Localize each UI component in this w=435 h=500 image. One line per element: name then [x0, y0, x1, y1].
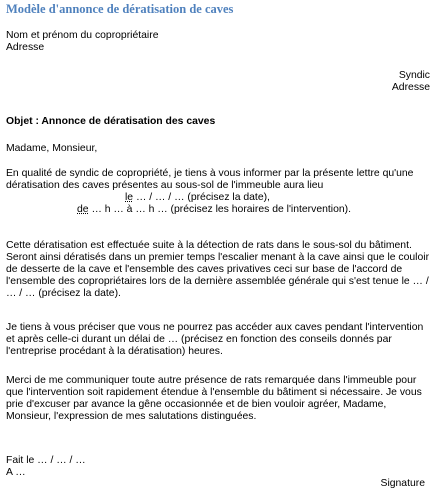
recipient-address: Adresse — [391, 82, 430, 93]
paragraph-intervention-date — [6, 168, 430, 216]
date-place-block — [6, 455, 430, 479]
intervention-hours-line — [6, 204, 430, 216]
document-title: Modèle d'annonce de dératisation de caves — [6, 2, 234, 16]
paragraph-line: Je tiens à vous préciser que vous ne pourrez pas accéder aux caves pendant l'intervention — [6, 322, 424, 333]
paragraph-line: et après celle-ci durant un délai de … (précisez en fonction des conseils donnés par — [6, 334, 392, 345]
sender-address: Adresse — [6, 42, 45, 53]
intervention-date-line — [6, 192, 430, 204]
paragraph-line: l'ensemble des copropriétaires lors de la dernière assemblée générale qui s'est tenue le … / — [6, 276, 429, 287]
paragraph-access — [6, 322, 430, 358]
paragraph-line: Cette dératisation est effectuée suite à la détection de rats dans le sous-sol du bâtiment. — [6, 240, 412, 251]
paragraph-line: que l'intervention soit rapidement étendue à l'ensemble du bâtiment si nécessaire. Je vous — [6, 387, 422, 398]
hours-placeholder: … h … à … h … (précisez les horaires de l'intervention). — [88, 204, 351, 215]
paragraph-closing — [6, 375, 430, 423]
signature-label: Signature — [380, 478, 425, 489]
paragraph-line: de desserte de la cave et l'ensemble des caves privatives ceci sur base de l'accord de — [6, 264, 403, 275]
paragraph-line: En qualité de syndic de copropriété, je tiens à vous informer par la présente lettre qu'une — [6, 168, 414, 179]
date-prefix: le — [125, 192, 134, 203]
sender-name: Nom et prénom du copropriétaire — [6, 30, 159, 41]
paragraph-line: Seront ainsi dératisés dans un premier temps l'escalier menant à la cave ainsi que le couloir — [6, 252, 430, 263]
paragraph-line: l'entreprise procédant à la dératisation) heures. — [6, 346, 223, 357]
paragraph-line: dératisation des caves présentes au sous-sol de l'immeuble aura lieu — [6, 180, 324, 191]
signed-date: Fait le … / … / … — [6, 455, 86, 466]
sender-block — [6, 30, 430, 54]
paragraph-line: prie d'excuser par avance la gêne occasionnée et de bien vouloir agréer, Madame, — [6, 399, 387, 410]
recipient-name: Syndic — [398, 70, 430, 81]
salutation: Madame, Monsieur, — [6, 143, 98, 154]
hours-prefix: de — [77, 204, 89, 215]
date-placeholder: … / … / … (précisez la date), — [133, 192, 270, 203]
signed-place: A … — [6, 467, 26, 478]
paragraph-reason — [6, 240, 430, 300]
subject-line: Objet : Annonce de dératisation des caves — [6, 116, 216, 127]
paragraph-line: … / … (précisez la date). — [6, 288, 121, 299]
recipient-block — [6, 70, 430, 94]
paragraph-line: Merci de me communiquer toute autre présence de rats remarquée dans l'immeuble pour — [6, 375, 417, 386]
paragraph-line: Monsieur, l'expression de mes salutations distinguées. — [6, 411, 257, 422]
